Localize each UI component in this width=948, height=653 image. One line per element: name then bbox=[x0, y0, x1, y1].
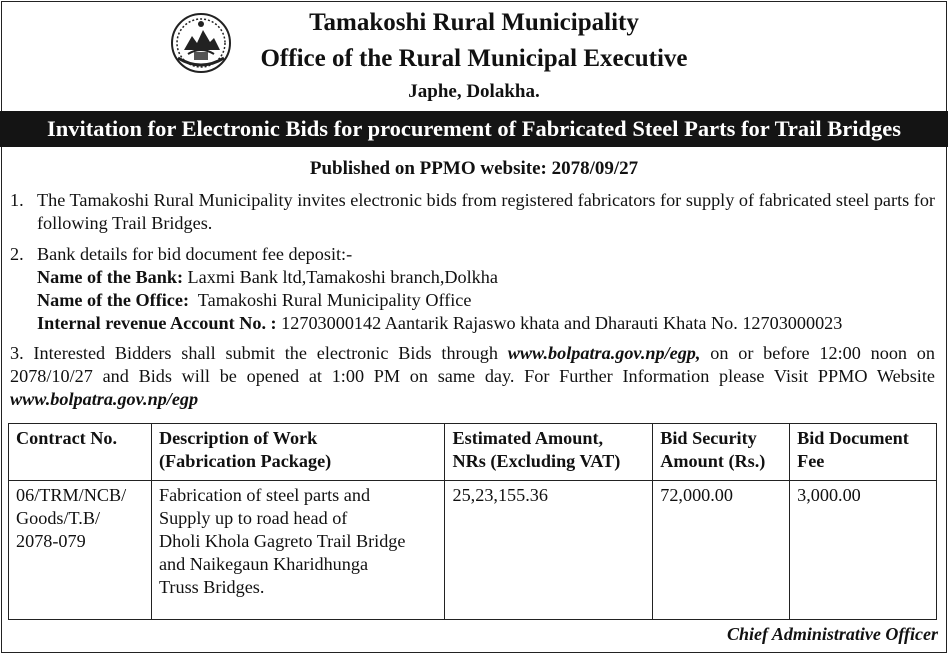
office-name-label: Name of the Office: bbox=[37, 290, 190, 310]
cell-line: and Naikegaun Kharidhunga bbox=[158, 554, 369, 574]
cell-line: 06/TRM/NCB/ bbox=[16, 485, 127, 505]
cell-line: Goods/T.B/ bbox=[16, 508, 101, 528]
bank-name-label: Name of the Bank: bbox=[37, 267, 183, 287]
municipality-name: Tamakoshi Rural Municipality bbox=[309, 9, 639, 36]
header-label: Amount (Rs.) bbox=[660, 451, 766, 471]
bolpatra-link-2[interactable]: www.bolpatra.gov.np/egp bbox=[10, 389, 199, 409]
header-bid-fee bbox=[790, 424, 937, 481]
clause-text bbox=[10, 342, 935, 411]
bid-details-table bbox=[8, 423, 937, 620]
cell-line: Fabrication of steel parts and bbox=[158, 485, 371, 505]
bolpatra-link[interactable]: www.bolpatra.gov.np/egp, bbox=[507, 343, 701, 363]
header-label: Description of Work bbox=[158, 428, 318, 448]
office-location: Japhe, Dolakha. bbox=[408, 81, 540, 102]
clause-text: The Tamakoshi Rural Municipality invites electronic bids from registered fabricators for supply of fabricated steel parts for following Trail Bridges. bbox=[37, 190, 935, 233]
clause-number: 3. bbox=[10, 343, 24, 363]
clause-text: Bank details for bid document fee deposit:- bbox=[37, 244, 353, 264]
header-label: Bid Security bbox=[660, 428, 757, 448]
cell-line: Dholi Khola Gagreto Trail Bridge bbox=[158, 531, 406, 551]
account-value: 12703000142 Aantarik Rajaswo khata and Dharauti Khata No. 12703000023 bbox=[276, 313, 843, 333]
cell-bid-security: 72,000.00 bbox=[653, 481, 790, 620]
clause-2 bbox=[10, 243, 940, 335]
office-name: Office of the Rural Municipal Executive bbox=[260, 45, 688, 72]
notice-title-banner: Invitation for Electronic Bids for procurement of Fabricated Steel Parts for Trail Bridges bbox=[0, 111, 948, 147]
clause-3 bbox=[10, 342, 935, 411]
office-name-row bbox=[37, 289, 940, 312]
published-date: Published on PPMO website: 2078/09/27 bbox=[309, 158, 639, 179]
cell-bid-fee: 3,000.00 bbox=[790, 481, 937, 620]
header-label: (Fabrication Package) bbox=[158, 451, 332, 471]
cell-line: Supply up to road head of bbox=[158, 508, 348, 528]
header-description bbox=[151, 424, 445, 481]
signatory-title: Chief Administrative Officer bbox=[727, 624, 938, 644]
clause-1 bbox=[10, 189, 935, 235]
table-header-row bbox=[9, 424, 937, 481]
cell-line: 2078-079 bbox=[16, 531, 86, 551]
office-name-value: Tamakoshi Rural Municipality Office bbox=[189, 290, 472, 310]
cell-line: Truss Bridges. bbox=[158, 577, 265, 597]
header-contract-no bbox=[9, 424, 152, 481]
header-bid-security bbox=[653, 424, 790, 481]
bank-name-value: Laxmi Bank ltd,Tamakoshi branch,Dolkha bbox=[183, 267, 498, 287]
cell-estimated-amount: 25,23,155.36 bbox=[445, 481, 653, 620]
header-label: Estimated Amount, bbox=[452, 428, 604, 448]
header-label: Bid Document bbox=[797, 428, 909, 448]
bank-name-row bbox=[37, 266, 940, 289]
header-estimated-amount bbox=[445, 424, 653, 481]
account-label: Internal revenue Account No. : bbox=[37, 313, 277, 333]
header-label: NRs (Excluding VAT) bbox=[452, 451, 621, 471]
clause-text-part: Interested Bidders shall submit the electronic Bids through bbox=[23, 343, 508, 363]
table-row bbox=[9, 481, 937, 620]
header-label: Fee bbox=[797, 451, 825, 471]
clause-text-part: on or before 12:00 noon on 2078/10/27 and Bids will be opened at 1:00 PM on same day. For Further Information please Visit PPMO Website bbox=[10, 343, 935, 386]
clause-number: 1. bbox=[10, 190, 24, 210]
cell-contract-no bbox=[9, 481, 152, 620]
clause-number: 2. bbox=[10, 244, 24, 264]
header-label: Contract No. bbox=[16, 428, 118, 448]
cell-description bbox=[151, 481, 445, 620]
account-row bbox=[37, 312, 940, 335]
